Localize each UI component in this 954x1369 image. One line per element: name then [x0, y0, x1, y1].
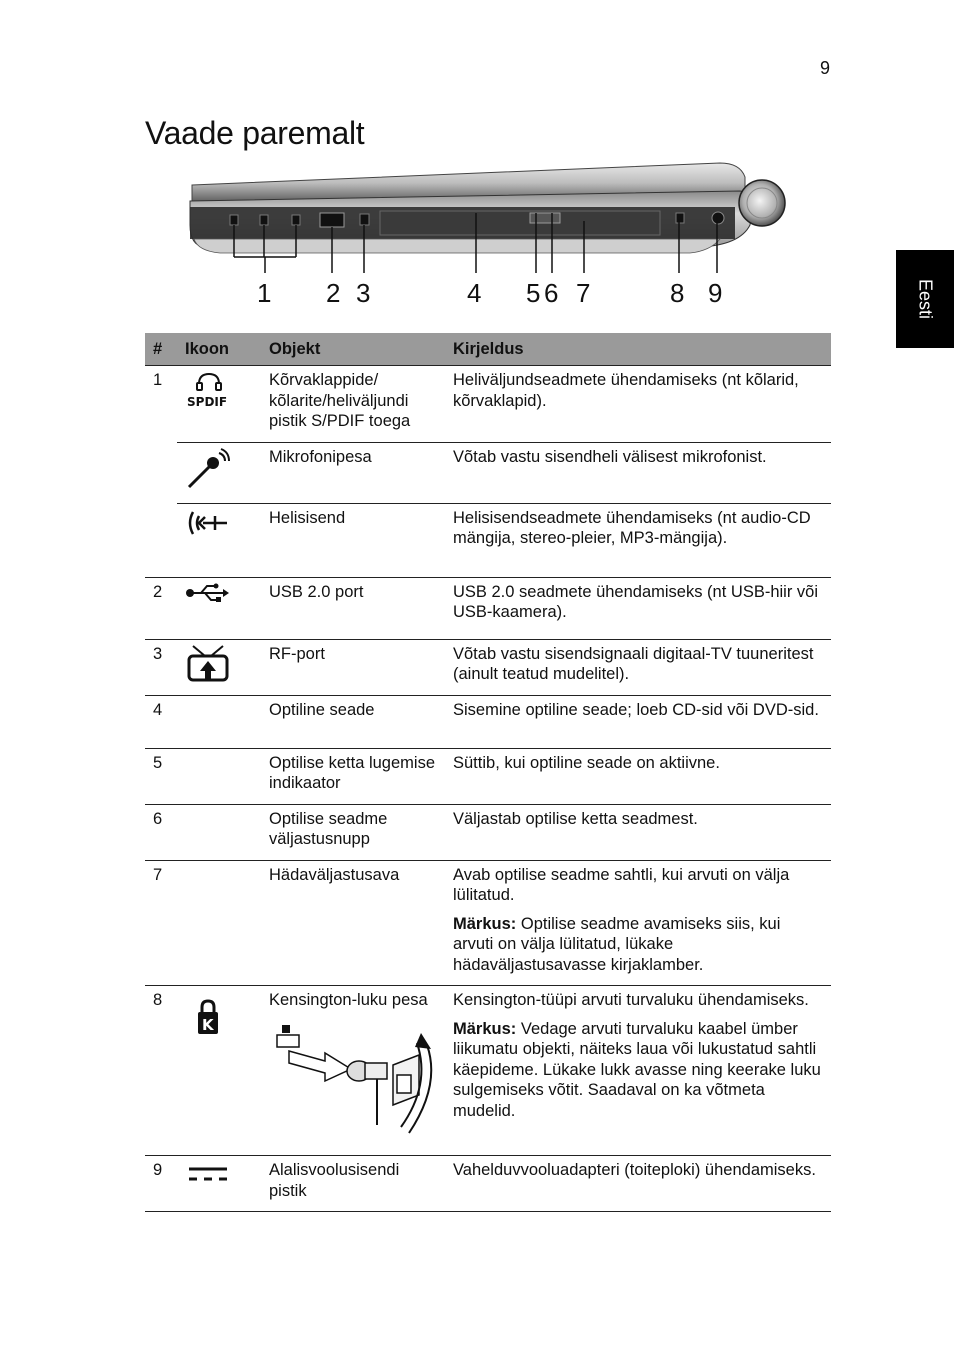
page-number: 9	[819, 58, 830, 78]
laptop-right-side-diagram	[180, 155, 800, 315]
table-row	[145, 639, 831, 695]
kensington-lock-icon	[185, 998, 231, 1038]
row-number: 4	[145, 695, 177, 748]
row-number: 8	[145, 986, 177, 1156]
row-description: Sisemine optiline seade; loeb CD-sid või DVD-sid.	[445, 695, 831, 748]
header-object: Objekt	[261, 333, 445, 366]
row-number: 6	[145, 804, 177, 860]
kensington-letter: K	[202, 1016, 214, 1034]
row-object: RF-port	[261, 639, 445, 695]
row-number: 9	[145, 1156, 177, 1212]
callout-4: 4	[467, 278, 482, 308]
note-text: Optilise seadme avamiseks siis, kui arvuti on välja lülitatud, lükake hädaväljastusavasse kirjaklamber.	[453, 914, 781, 974]
callout-5: 5	[526, 278, 541, 308]
row-note	[453, 1019, 825, 1122]
row-description: Väljastab optilise ketta seadmest.	[445, 804, 831, 860]
header-number: #	[145, 333, 177, 366]
row-description: Süttib, kui optiline seade on aktiivne.	[445, 748, 831, 804]
table-row	[145, 442, 831, 503]
row-number: 1	[145, 366, 177, 443]
row-description: Võtab vastu sisendheli välisest mikrofonist.	[445, 442, 831, 503]
header-icon: Ikoon	[177, 333, 261, 366]
row-description: Vahelduvvooluadapteri (toiteploki) ühendamiseks.	[445, 1156, 831, 1212]
row-number	[145, 503, 177, 577]
row-description: Helisisendseadmete ühendamiseks (nt audio-CD mängija, stereo-pleier, MP3-mängija).	[445, 503, 831, 577]
table-row	[145, 1156, 831, 1212]
table-row	[145, 577, 831, 639]
table-row	[145, 503, 831, 577]
usb-icon	[185, 582, 231, 604]
callout-1: 1	[257, 278, 272, 308]
dc-in-icon	[185, 1164, 231, 1184]
callout-3: 3	[356, 278, 371, 308]
row-number: 3	[145, 639, 177, 695]
table-row	[145, 366, 831, 443]
table-row	[145, 695, 831, 748]
table-header-row	[145, 333, 831, 366]
callout-2: 2	[326, 278, 341, 308]
row-object: Alalisvoolusisendi pistik	[261, 1156, 445, 1212]
spdif-label: SPDIF	[187, 395, 228, 409]
rf-tv-icon	[185, 644, 231, 684]
table-row	[145, 986, 831, 1156]
row-description: Kensington-tüüpi arvuti turvaluku ühendamiseks.	[453, 991, 809, 1009]
headphone-spdif-icon	[185, 370, 233, 410]
table-row	[145, 804, 831, 860]
language-tab	[896, 250, 954, 348]
row-number: 7	[145, 860, 177, 986]
row-description: USB 2.0 seadmete ühendamiseks (nt USB-hiir või USB-kaamera).	[445, 577, 831, 639]
header-description: Kirjeldus	[445, 333, 831, 366]
ports-table	[145, 333, 831, 1212]
note-text: Vedage arvuti turvaluku kaabel ümber liikumatu objekti, näiteks laua või lukustatud sahtli käepideme. Lükake lukk avasse ning keerake luku sulgemiseks võtit. Saadaval on ka võtmeta mudelid.	[453, 1019, 821, 1120]
row-object: Hädaväljastusava	[261, 860, 445, 986]
row-description: Avab optilise seadme sahtli, kui arvuti on välja lülitatud.	[453, 865, 790, 904]
callout-7: 7	[576, 278, 591, 308]
page-title: Vaade paremalt	[145, 115, 365, 151]
row-description: Võtab vastu sisendsignaali digitaal-TV tuuneritest (ainult teatud mudelitel).	[445, 639, 831, 695]
row-number: 2	[145, 577, 177, 639]
row-object: Helisisend	[261, 503, 445, 577]
row-object: Kensington-luku pesa	[269, 991, 428, 1009]
row-object: USB 2.0 port	[261, 577, 445, 639]
row-object: Kõrvaklappide/ kõlarite/heliväljundi pistik S/PDIF toega	[261, 366, 445, 443]
table-row	[145, 748, 831, 804]
callout-8: 8	[670, 278, 685, 308]
note-label: Märkus:	[453, 914, 517, 933]
language-tab-label: Eesti	[915, 278, 936, 320]
row-object: Optilise seadme väljastusnupp	[261, 804, 445, 860]
kensington-lock-illustration-icon	[269, 1015, 439, 1140]
row-description: Heliväljundseadmete ühendamiseks (nt kõlarid, kõrvaklapid).	[445, 366, 831, 443]
row-number	[145, 442, 177, 503]
microphone-icon	[185, 447, 231, 491]
note-label: Märkus:	[453, 1019, 517, 1038]
line-in-icon	[185, 508, 231, 538]
row-object: Optilise ketta lugemise indikaator	[261, 748, 445, 804]
row-number: 5	[145, 748, 177, 804]
row-note	[453, 914, 825, 976]
table-row	[145, 860, 831, 986]
row-object: Mikrofonipesa	[261, 442, 445, 503]
row-object: Optiline seade	[261, 695, 445, 748]
callout-9: 9	[708, 278, 723, 308]
callout-6: 6	[544, 278, 559, 308]
